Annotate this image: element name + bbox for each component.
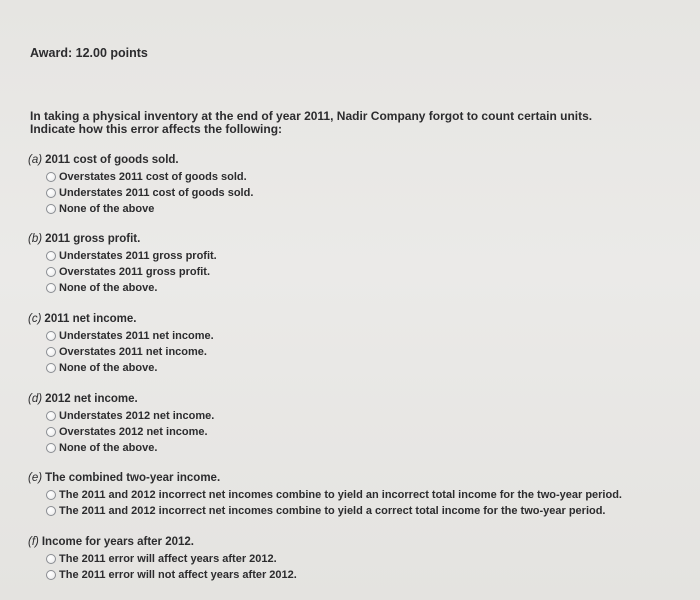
question-e — [28, 472, 622, 519]
question-d-heading: (d) 2012 net income. — [28, 393, 138, 405]
question-d-option-3[interactable]: None of the above. — [46, 440, 214, 456]
question-e-heading: (e) The combined two-year income. — [28, 472, 221, 484]
radio-button-icon[interactable] — [46, 172, 56, 182]
question-e-option-2[interactable]: The 2011 and 2012 incorrect net incomes combine to yield a correct total income for the two-year period. — [46, 503, 622, 519]
question-f-option-1[interactable]: The 2011 error will affect years after 2012. — [46, 551, 297, 567]
radio-button-icon[interactable] — [46, 283, 56, 293]
radio-button-icon[interactable] — [46, 204, 56, 214]
radio-button-icon[interactable] — [46, 347, 56, 357]
radio-button-icon[interactable] — [46, 443, 56, 453]
radio-button-icon[interactable] — [46, 570, 56, 580]
question-f — [28, 536, 297, 583]
question-d-option-2[interactable]: Overstates 2012 net income. — [46, 424, 214, 440]
question-c-option-1[interactable]: Understates 2011 net income. — [46, 328, 214, 344]
question-a-option-2[interactable]: Understates 2011 cost of goods sold. — [46, 185, 253, 201]
radio-button-icon[interactable] — [46, 188, 56, 198]
award-points: Award: 12.00 points — [30, 46, 148, 60]
radio-button-icon[interactable] — [46, 331, 56, 341]
radio-button-icon[interactable] — [46, 267, 56, 277]
question-a — [28, 154, 253, 217]
question-b-option-1[interactable]: Understates 2011 gross profit. — [46, 248, 217, 264]
question-a-heading: (a) 2011 cost of goods sold. — [28, 154, 179, 166]
question-f-option-2[interactable]: The 2011 error will not affect years after 2012. — [46, 567, 297, 583]
question-d-option-1[interactable]: Understates 2012 net income. — [46, 408, 214, 424]
question-d — [28, 393, 214, 456]
radio-button-icon[interactable] — [46, 506, 56, 516]
question-intro: In taking a physical inventory at the end of year 2011, Nadir Company forgot to count certain units. Indicate how this error affects the following: — [30, 109, 593, 136]
question-b-option-3[interactable]: None of the above. — [46, 280, 217, 296]
question-c — [28, 313, 214, 376]
question-c-option-3[interactable]: None of the above. — [46, 360, 214, 376]
radio-button-icon[interactable] — [46, 427, 56, 437]
radio-button-icon[interactable] — [46, 411, 56, 421]
question-e-option-1[interactable]: The 2011 and 2012 incorrect net incomes combine to yield an incorrect total income for the two-year period. — [46, 487, 622, 503]
question-c-heading: (c) 2011 net income. — [28, 313, 137, 325]
question-f-heading: (f) Income for years after 2012. — [28, 536, 194, 548]
question-b-option-2[interactable]: Overstates 2011 gross profit. — [46, 264, 217, 280]
radio-button-icon[interactable] — [46, 251, 56, 261]
radio-button-icon[interactable] — [46, 363, 56, 373]
question-a-option-3[interactable]: None of the above — [46, 201, 253, 217]
question-a-option-1[interactable]: Overstates 2011 cost of goods sold. — [46, 169, 253, 185]
radio-button-icon[interactable] — [46, 554, 56, 564]
question-c-option-2[interactable]: Overstates 2011 net income. — [46, 344, 214, 360]
question-b-heading: (b) 2011 gross profit. — [28, 233, 141, 245]
question-b — [28, 233, 217, 296]
radio-button-icon[interactable] — [46, 490, 56, 500]
